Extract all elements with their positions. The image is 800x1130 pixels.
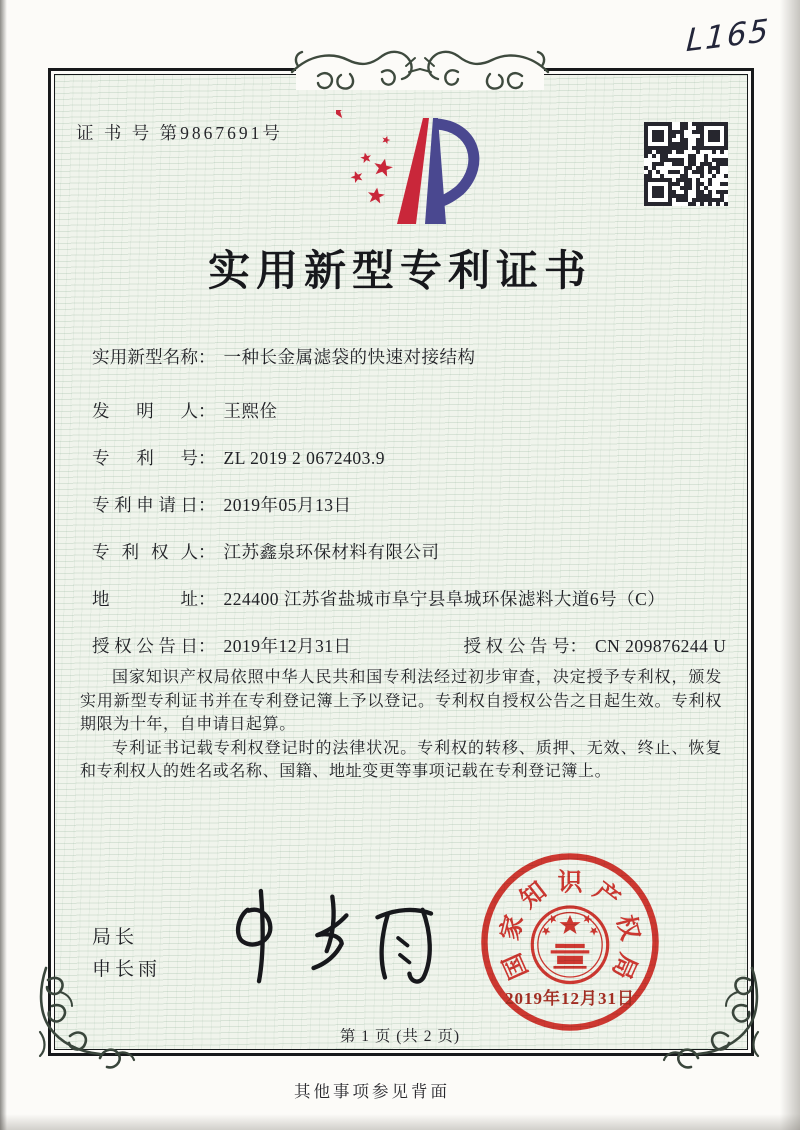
field-value: CN 209876244 U — [595, 636, 727, 656]
seal-date: 2019年12月31日 — [505, 989, 635, 1008]
field-value: 2019年05月13日 — [223, 495, 352, 515]
field-colon: ： — [198, 542, 216, 562]
certificate-title: 实用新型专利证书 — [207, 249, 592, 295]
legal-paragraph-1: 国家知识产权局依照中华人民共和国专利法经过初步审查，决定授予专利权，颁发实用新型专利证书并在专利登记簿上予以登记。专利权自授权公告之日起生效。专利权期限为十年，自申请日起算。 — [80, 669, 722, 733]
field-label: 地址 — [92, 589, 198, 609]
qr-code-icon — [644, 122, 728, 206]
certificate-number: 证 书 号 第9867691号 — [76, 123, 283, 143]
field-colon: ： — [198, 589, 216, 609]
field-colon: ： — [198, 347, 216, 367]
svg-text:识: 识 — [557, 869, 583, 897]
field-value: 一种长金属滤袋的快速对接结构 — [223, 347, 476, 367]
legal-body-text — [80, 666, 722, 784]
cnipa-logo-icon — [336, 110, 486, 238]
field-label: 专利申请日 — [92, 495, 198, 515]
page-number: 第 1 页 (共 2 页) — [339, 1028, 461, 1045]
photo-edge-shadow-right — [780, 0, 800, 1130]
signatory-name: 申长雨 — [92, 959, 162, 980]
legal-paragraph-2: 专利证书记载专利权登记时的法律状况。专利权的转移、质押、无效、终止、恢复和专利权人的姓名或名称、国籍、地址变更等事项记载在专利登记簿上。 — [80, 739, 722, 780]
field-value: 224400 江苏省盐城市阜宁县阜城环保滤料大道6号（C） — [223, 589, 666, 609]
field-label: 实用新型名称 — [92, 347, 198, 367]
svg-text:知: 知 — [515, 877, 552, 914]
field-utility-model-name — [92, 344, 476, 369]
handwritten-code: L165 — [685, 12, 772, 60]
handwritten-signature — [212, 880, 447, 995]
field-patentee — [92, 539, 440, 564]
field-filing-date — [92, 492, 352, 517]
field-value: ZL 2019 2 0672403.9 — [223, 448, 385, 468]
svg-text:权: 权 — [611, 912, 644, 944]
field-label: 专利权人 — [92, 542, 198, 562]
signatory-title: 局长 — [92, 927, 139, 948]
field-label: 授权公告日 — [92, 636, 198, 656]
field-colon: ： — [569, 636, 587, 656]
field-colon: ： — [198, 401, 216, 421]
field-value: 2019年12月31日 — [223, 636, 352, 656]
field-label: 发明人 — [92, 401, 198, 421]
field-patent-number — [92, 445, 385, 470]
field-colon: ： — [198, 495, 216, 515]
svg-text:家: 家 — [496, 912, 529, 944]
field-label: 专利号 — [92, 448, 198, 468]
back-side-note: 其他事项参见背面 — [294, 1082, 450, 1101]
photo-edge-shadow-bottom — [0, 1114, 800, 1130]
field-inventor — [92, 398, 278, 423]
field-value: 江苏鑫泉环保材料有限公司 — [223, 542, 440, 562]
field-address — [92, 586, 665, 611]
field-colon: ： — [198, 636, 216, 656]
field-grant-date-and-number — [92, 633, 726, 658]
field-colon: ： — [198, 448, 216, 468]
svg-text:局: 局 — [606, 949, 642, 983]
field-value: 王熙佺 — [223, 401, 278, 421]
field-label: 授权公告号 — [463, 636, 570, 656]
corner-flourish-bottom-right — [654, 962, 772, 1080]
svg-text:产: 产 — [588, 877, 625, 914]
photo-edge-shadow-left — [0, 0, 7, 1130]
dragon-flourish-ornament — [288, 42, 552, 98]
svg-text:国: 国 — [498, 949, 534, 983]
